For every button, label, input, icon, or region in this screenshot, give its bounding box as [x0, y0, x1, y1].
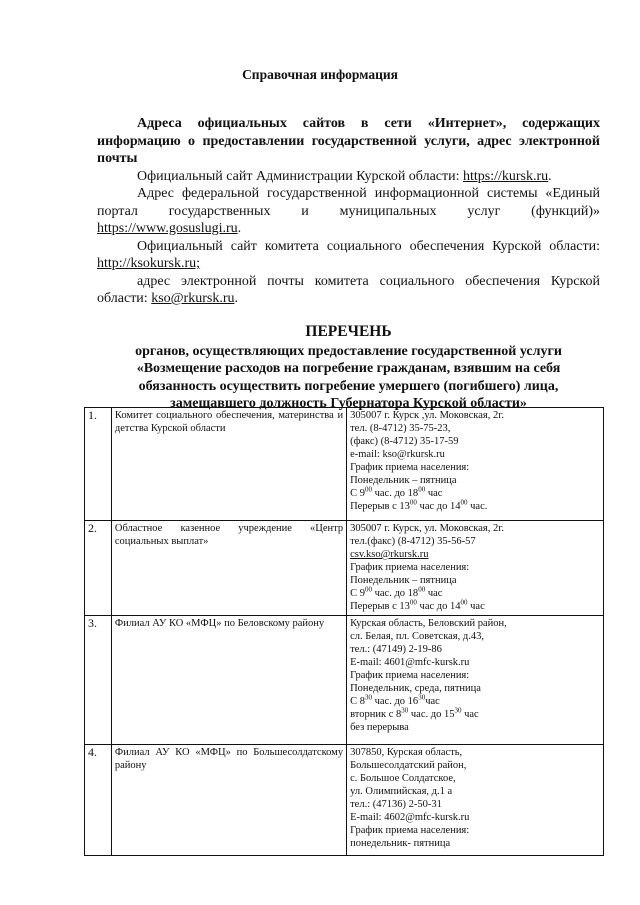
- row-number: 3.: [85, 616, 112, 745]
- admin-site-line: Официальный сайт Администрации Курской области: https://kursk.ru.: [137, 168, 552, 184]
- table-row: [85, 745, 604, 856]
- phone: тел.(факс) (8-4712) 35-56-57: [350, 536, 476, 547]
- admin-site-link[interactable]: https://kursk.ru: [463, 168, 549, 184]
- schedule-tuesday: вторник с $8^{30}$ час. до $15^{30}$ час: [350, 706, 479, 720]
- table-row: [85, 408, 604, 521]
- schedule-hours: С $9^{00}$ час. до $18^{00}$ час: [350, 485, 443, 499]
- committee-site-link[interactable]: http://ksokursk.ru;: [97, 256, 201, 271]
- schedule-hours: С $9^{00}$ час. до $18^{00}$ час: [350, 585, 443, 599]
- intro-heading: Адреса официальных сайтов в сети «Интернет», содержащих информацию о предоставлении государственной услуги, адрес электронной почты: [97, 116, 600, 166]
- address: Большесолдатский район,: [350, 760, 467, 771]
- address: ул. Олимпийская, д.1 а: [350, 786, 453, 797]
- row-number: 1.: [85, 408, 112, 521]
- intro-section: [97, 115, 600, 308]
- page-title: Справочная информация: [242, 67, 398, 82]
- schedule-break: Перерыв с $13^{00}$ час до $14^{00}$ час: [350, 598, 485, 612]
- email-label: адрес электронной почты комитета социального обеспечения Курской области:: [97, 273, 600, 306]
- phone: тел. (8-4712) 35-75-23,: [350, 423, 451, 434]
- address: 305007 г. Курск, ул. Моковская, 2г.: [350, 523, 504, 534]
- fgis-link[interactable]: https://www.gosuslugi.ru: [97, 221, 238, 236]
- org-contacts: [347, 616, 604, 745]
- org-name: Филиал АУ КО «МФЦ» по Большесолдатскому району: [111, 745, 346, 856]
- organizations-table: [84, 407, 604, 856]
- org-name: Комитет социального обеспечения, материнства и детства Курской области: [111, 408, 346, 521]
- fgis-line: Адрес федеральной государственной информационной системы «Единый портал государственных и муниципальных услуг (функций)» https://www.gosuslugi.ru.: [97, 186, 600, 236]
- org-contacts: [347, 745, 604, 856]
- schedule-days: Понедельник – пятница: [350, 475, 457, 486]
- phone: тел.: (47136) 2-50-31: [350, 799, 442, 810]
- table-row: [85, 521, 604, 616]
- fax: (факс) (8-4712) 35-17-59: [350, 436, 459, 447]
- schedule-hours: С $8^{30}$ час. до $16^{30}час$: [350, 693, 440, 707]
- org-contacts: [347, 408, 604, 521]
- schedule-days: понедельник- пятница: [350, 838, 451, 849]
- email: E-mail: 4602@mfc-kursk.ru: [350, 812, 470, 823]
- email: E-mail: 4601@mfc-kursk.ru: [350, 657, 470, 668]
- list-header: [97, 323, 600, 413]
- email-link[interactable]: csv.kso@rkursk.ru: [350, 549, 429, 560]
- phone: тел.: (47149) 2-19-86: [350, 644, 442, 655]
- org-name: Филиал АУ КО «МФЦ» по Беловскому району: [111, 616, 346, 745]
- schedule-title: График приема населения:: [350, 462, 470, 473]
- admin-site-label: Официальный сайт Администрации Курской области:: [137, 168, 463, 184]
- email-line: адрес электронной почты комитета социального обеспечения Курской области: kso@rkursk.ru.: [97, 273, 600, 306]
- table-row: [85, 616, 604, 745]
- committee-site-label: Официальный сайт комитета социального обеспечения Курской области:: [137, 238, 600, 254]
- schedule-title: График приема населения:: [350, 670, 470, 681]
- committee-email-link[interactable]: kso@rkursk.ru: [151, 291, 235, 306]
- fgis-label: Адрес федеральной государственной информационной системы «Единый портал государственных и муниципальных услуг (функций)»: [97, 186, 600, 219]
- address: 307850, Курская область,: [350, 747, 463, 758]
- email: e-mail: kso@rkursk.ru: [350, 449, 445, 460]
- address: Курская область, Беловский район,: [350, 618, 507, 629]
- address: с. Большое Солдатское,: [350, 773, 456, 784]
- schedule-title: График приема населения:: [350, 825, 470, 836]
- row-number: 2.: [85, 521, 112, 616]
- schedule-days: Понедельник – пятница: [350, 575, 457, 586]
- list-heading: ПЕРЕЧЕНЬ: [305, 323, 392, 340]
- schedule-days: Понедельник, среда, пятница: [350, 683, 481, 694]
- list-subheading: органов, осуществляющих предоставление государственной услуги «Возмещение расходов на погребение гражданам, взявшим на себя обязанность осуществить погребение умершего (погибшего) лица, замещавшего должность Губернатора Курской области»: [135, 343, 562, 411]
- org-contacts: [347, 521, 604, 616]
- no-break: без перерыва: [350, 722, 409, 733]
- schedule-break: Перерыв с $13^{00}$ час до $14^{00}$ час.: [350, 498, 488, 512]
- row-number: 4.: [85, 745, 112, 856]
- schedule-title: График приема населения:: [350, 562, 470, 573]
- committee-site-line: [97, 238, 600, 273]
- address: 305007 г. Курск ,ул. Моковская, 2г.: [350, 410, 504, 421]
- org-name: Областное казенное учреждение «Центр социальных выплат»: [111, 521, 346, 616]
- address: сл. Белая, пл. Советская, д.43,: [350, 631, 484, 642]
